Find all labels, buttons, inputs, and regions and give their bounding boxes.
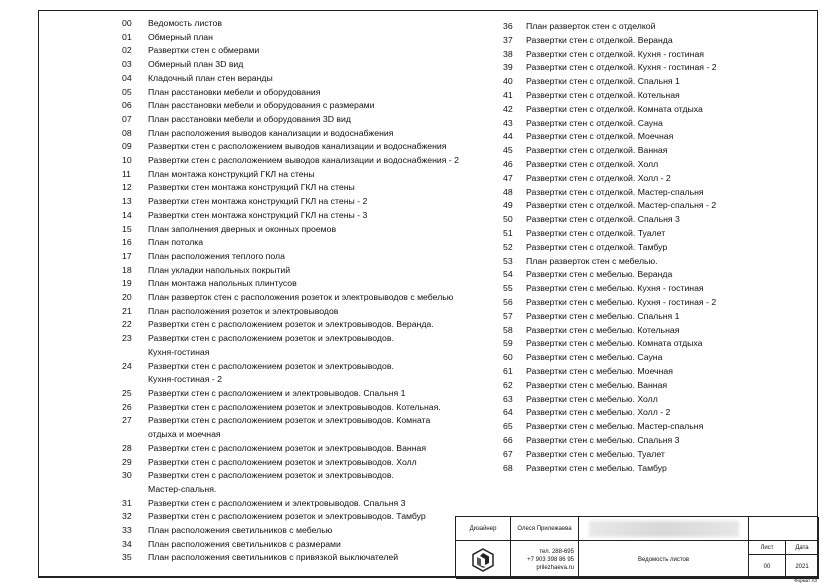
sheet-number: 55 [503, 283, 513, 294]
sheet-number: 40 [503, 76, 513, 87]
sheet-list-item [122, 154, 482, 168]
sheet-title: Развертки стен с расположением и электровыводов. Спальня 3 [148, 497, 406, 508]
sheet-title: Развертки стен с расположением розеток и электровыводов. Мастер-спальня. [148, 470, 394, 494]
sheet-title: План монтажа конструкций ГКЛ на стены [148, 168, 315, 179]
sheet-title: План расположения светильников с привязкой выключателей [148, 552, 399, 563]
sheet-title: Развертки стен с расположением розеток и электровыводов. Котельная. [148, 401, 441, 412]
sheet-number: 06 [122, 100, 132, 111]
sheet-title: Развертки стен с обмерами [148, 45, 260, 56]
sheet-title: План разверток стен с мебелью. [526, 255, 658, 266]
sheet-list-item [503, 117, 803, 131]
sheet-number: 39 [503, 62, 513, 73]
sheet-list-item [122, 360, 482, 387]
sheet-number: 59 [503, 338, 513, 349]
sheet-list-item [122, 209, 482, 223]
sheet-title: Обмерный план 3D вид [148, 59, 244, 70]
sheet-list-item [122, 223, 482, 237]
sheet-list-item [122, 58, 482, 72]
sheet-number: 54 [503, 269, 513, 280]
sheet-title: Развертки стен с мебелью. Спальня 1 [526, 310, 680, 321]
designer-name: Олеся Прилежаева [511, 517, 579, 541]
sheet-list-item [122, 401, 482, 415]
sheet-title: Развертки стен с отделкой. Туалет [526, 227, 666, 238]
sheet-title: Развертки стен с мебелью. Тамбур [526, 462, 667, 473]
sheet-number: 11 [122, 168, 132, 179]
sheet-number: 41 [503, 89, 513, 100]
sheet-list-item [503, 130, 803, 144]
sheet-title: Развертки стен с мебелью. Туалет [526, 448, 665, 459]
sheet-title: Развертки стен с расположением розеток и электровыводов. Веранда. [148, 319, 434, 330]
sheet-list-item [503, 103, 803, 117]
sheet-number: 02 [122, 45, 132, 56]
sheet-title: План разверток стен с отделкой [526, 21, 656, 31]
sheet-title: Развертки стен с отделкой. Кухня - гостиная - 2 [526, 62, 717, 73]
sheet-list-item [503, 255, 803, 269]
sheet-list-item [503, 462, 803, 476]
sheet-number: 43 [503, 117, 513, 128]
sheet-list-item [503, 20, 803, 34]
sheet-number: 58 [503, 324, 513, 335]
sheet-number: 64 [503, 407, 513, 418]
sheet-title: Развертки стен с расположением розеток и электровыводов. Тамбур [148, 511, 426, 522]
sheet-list-item [122, 113, 482, 127]
sheet-list-item [503, 186, 803, 200]
contacts: тел. 288-695 +7 903 398 86 95 prilezhaeva.ru [511, 541, 579, 579]
sheet-number: 16 [122, 237, 132, 248]
sheet-title: Развертки стен с расположением розеток и электровыводов. Кухня-гостиная [148, 333, 394, 357]
sheet-list-left [122, 17, 482, 565]
sheet-list-item [503, 434, 803, 448]
sheet-list-right [503, 20, 803, 475]
redacted-field [579, 517, 749, 541]
sheet-list-item [122, 168, 482, 182]
sheet-list-item [122, 277, 482, 291]
sheet-list-item [122, 72, 482, 86]
sheet-title: План расположения светильников с размерами [148, 538, 341, 549]
sheet-list-item [503, 365, 803, 379]
date-value: 2021 [786, 555, 819, 579]
sheet-list-item [122, 181, 482, 195]
sheet-title: Развертки стен с мебелью. Мастер-спальня [526, 421, 704, 432]
sheet-title: Развертки стен с мебелью. Кухня - гостиная [526, 283, 704, 294]
sheet-list-item [503, 75, 803, 89]
sheet-title: План разверток стен с расположения розеток и электровыводов с мебелью [148, 292, 454, 303]
sheet-list-item [503, 406, 803, 420]
sheet-number: 10 [122, 155, 132, 166]
sheet-title: Развертки стен монтажа конструкций ГКЛ на стены [148, 182, 355, 193]
sheet-title: Развертки стен с мебелью. Моечная [526, 365, 673, 376]
sheet-number: 60 [503, 352, 513, 363]
sheet-number: 57 [503, 310, 513, 321]
sheet-title: Развертки стен с мебелью. Ванная [526, 379, 668, 390]
sheet-number: 13 [122, 196, 132, 207]
sheet-number: 67 [503, 448, 513, 459]
sheet-number: 22 [122, 319, 132, 330]
sheet-number: 00 [749, 555, 786, 579]
sheet-number: 29 [122, 456, 132, 467]
sheet-number: 08 [122, 127, 132, 138]
sheet-list-item [122, 44, 482, 58]
sheet-list-item [122, 99, 482, 113]
sheet-title: Развертки стен с расположением и электровыводов. Спальня 1 [148, 387, 406, 398]
sheet-list-item [122, 305, 482, 319]
sheet-number: 05 [122, 86, 132, 97]
sheet-title: План расстановки мебели и оборудования [148, 86, 321, 97]
sheet-number: 00 [122, 18, 132, 28]
sheet-list-item [122, 538, 482, 552]
sheet-title: Кладочный план стен веранды [148, 72, 273, 83]
format-label: Формат А3 [794, 578, 817, 583]
sheet-title: Развертки стен монтажа конструкций ГКЛ на стены - 3 [148, 209, 368, 220]
sheet-list-item [503, 268, 803, 282]
sheet-title: План расположения светильников с мебелью [148, 525, 333, 536]
sheet-list-item [122, 140, 482, 154]
sheet-title: Развертки стен с отделкой. Комната отдыха [526, 103, 703, 114]
sheet-title: Развертки стен с отделкой. Тамбур [526, 241, 668, 252]
sheet-number: 04 [122, 72, 132, 83]
sheet-number: 51 [503, 227, 513, 238]
sheet-number: 38 [503, 48, 513, 59]
sheet-title: Развертки стен с мебелью. Холл - 2 [526, 407, 671, 418]
sheet-list-item [503, 172, 803, 186]
sheet-title: Развертки стен с отделкой. Холл [526, 158, 659, 169]
sheet-list-item [122, 264, 482, 278]
sheet-title: Обмерный план [148, 31, 213, 42]
sheet-number: 62 [503, 379, 513, 390]
sheet-number: 34 [122, 538, 132, 549]
sheet-title: Развертки стен с отделкой. Котельная [526, 89, 680, 100]
logo [456, 541, 511, 579]
sheet-title: План заполнения дверных и оконных проемов [148, 223, 337, 234]
sheet-title: Развертки стен с мебелью. Комната отдыха [526, 338, 703, 349]
empty-cell [749, 517, 819, 541]
sheet-list-item [122, 524, 482, 538]
sheet-number: 27 [122, 415, 132, 426]
sheet-number: 31 [122, 497, 132, 508]
sheet-title: Ведомость листов [579, 541, 749, 579]
sheet-list-item [122, 291, 482, 305]
sheet-list-item [503, 213, 803, 227]
sheet-title: Развертки стен с отделкой. Кухня - гостиная [526, 48, 704, 59]
sheet-number: 30 [122, 470, 132, 481]
sheet-title: План расположения теплого пола [148, 250, 285, 261]
sheet-list-item [122, 469, 482, 496]
sheet-list-item [122, 414, 482, 441]
sheet-number: 17 [122, 250, 132, 261]
sheet-number: 24 [122, 360, 132, 371]
sheet-number: 21 [122, 305, 132, 316]
sheet-title: Развертки стен с мебелью. Котельная [526, 324, 680, 335]
sheet-number: 46 [503, 158, 513, 169]
sheet-title: Развертки стен с отделкой. Ванная [526, 145, 668, 156]
sheet-number: 03 [122, 59, 132, 70]
sheet-title: Развертки стен с отделкой. Моечная [526, 131, 674, 142]
sheet-list-item [503, 324, 803, 338]
sheet-list-item [122, 318, 482, 332]
sheet-list-item [122, 442, 482, 456]
sheet-list-item [503, 379, 803, 393]
sheet-number: 66 [503, 434, 513, 445]
sheet-number: 20 [122, 292, 132, 303]
sheet-title: План монтажа напольных плинтусов [148, 278, 297, 289]
sheet-number: 07 [122, 113, 132, 124]
sheet-number: 35 [122, 552, 132, 563]
sheet-title: План расположения выводов канализации и водоснабжения [148, 127, 394, 138]
sheet-number: 50 [503, 214, 513, 225]
sheet-number: 19 [122, 278, 132, 289]
sheet-title: Развертки стен с отделкой. Холл - 2 [526, 172, 671, 183]
sheet-list-item [122, 497, 482, 511]
sheet-number: 63 [503, 393, 513, 404]
sheet-title: План расположения розеток и электровыводов [148, 305, 339, 316]
sheet-list-item [503, 199, 803, 213]
sheet-title: Развертки стен с мебелью. Сауна [526, 352, 663, 363]
sheet-title: Развертки стен с расположением розеток и электровыводов. Холл [148, 456, 417, 467]
sheet-title: Развертки стен с мебелью. Холл [526, 393, 658, 404]
sheet-list-item [503, 48, 803, 62]
sheet-list-item [503, 227, 803, 241]
sheet-list-item [122, 127, 482, 141]
sheet-number: 33 [122, 525, 132, 536]
sheet-list-item [503, 310, 803, 324]
sheet-number: 18 [122, 264, 132, 275]
sheet-title: Развертки стен с мебелью. Спальня 3 [526, 434, 680, 445]
sheet-number: 12 [122, 182, 132, 193]
sheet-list-item [503, 393, 803, 407]
sheet-title: План потолка [148, 237, 204, 248]
sheet-number: 53 [503, 255, 513, 266]
sheet-label: Лист [749, 541, 786, 555]
sheet-title: Развертки стен с расположением розеток и электровыводов. Комната отдыха и моечная [148, 415, 431, 440]
hexagon-logo-icon [472, 548, 494, 572]
sheet-number: 32 [122, 511, 132, 522]
sheet-title: Развертки стен с расположением розеток и электровыводов. Ванная [148, 442, 427, 453]
sheet-number: 49 [503, 200, 513, 211]
sheet-number: 48 [503, 186, 513, 197]
sheet-title: Развертки стен с отделкой. Сауна [526, 117, 663, 128]
sheet-list-item [503, 241, 803, 255]
sheet-list-item [122, 195, 482, 209]
sheet-title: Развертки стен с мебелью. Кухня - гостиная - 2 [526, 296, 717, 307]
sheet-number: 25 [122, 387, 132, 398]
sheet-list-item [122, 551, 482, 565]
sheet-list-item [122, 31, 482, 45]
sheet-list-item [503, 158, 803, 172]
sheet-list-item [122, 236, 482, 250]
sheet-number: 28 [122, 442, 132, 453]
title-block [455, 516, 818, 578]
sheet-title: Развертки стен с расположением выводов канализации и водоснабжения - 2 [148, 155, 460, 166]
date-label: Дата [786, 541, 819, 555]
sheet-title: Развертки стен с расположением выводов канализации и водоснабжения [148, 141, 447, 152]
sheet-list-item [122, 510, 482, 524]
sheet-number: 68 [503, 462, 513, 473]
sheet-number: 65 [503, 421, 513, 432]
sheet-number: 45 [503, 145, 513, 156]
sheet-number: 47 [503, 172, 513, 183]
sheet-title: План укладки напольных покрытий [148, 264, 291, 275]
sheet-number: 56 [503, 296, 513, 307]
sheet-number: 44 [503, 131, 513, 142]
sheet-number: 36 [503, 21, 513, 31]
sheet-list-item [503, 144, 803, 158]
sheet-number: 01 [122, 31, 132, 42]
role-label: Дизайнер [456, 517, 511, 541]
sheet-number: 61 [503, 365, 513, 376]
sheet-list-item [503, 34, 803, 48]
sheet-number: 26 [122, 401, 132, 412]
sheet-number: 23 [122, 333, 132, 344]
sheet-list-item [122, 387, 482, 401]
sheet-list-item [503, 61, 803, 75]
sheet-list-item [503, 420, 803, 434]
sheet-list-item [122, 17, 482, 31]
sheet-title: Развертки стен с отделкой. Спальня 3 [526, 214, 680, 225]
sheet-number: 09 [122, 141, 132, 152]
sheet-list-item [503, 282, 803, 296]
sheet-title: Развертки стен с мебелью. Веранда [526, 269, 673, 280]
sheet-list-item [503, 296, 803, 310]
sheet-list-item [503, 351, 803, 365]
sheet-list-item [503, 89, 803, 103]
sheet-title: Развертки стен с отделкой. Веранда [526, 34, 673, 45]
sheet-list-item [503, 337, 803, 351]
sheet-title: Развертки стен с расположением розеток и электровыводов. Кухня-гостиная - 2 [148, 360, 394, 385]
sheet-list-item [122, 332, 482, 359]
sheet-list-item [122, 250, 482, 264]
sheet-title: План расстановки мебели и оборудования 3D вид [148, 113, 351, 124]
sheet-number: 52 [503, 241, 513, 252]
sheet-number: 37 [503, 34, 513, 45]
sheet-number: 42 [503, 103, 513, 114]
sheet-title: Развертки стен с отделкой. Мастер-спальня [526, 186, 704, 197]
sheet-title: Развертки стен монтажа конструкций ГКЛ на стены - 2 [148, 196, 368, 207]
sheet-title: План расстановки мебели и оборудования с размерами [148, 100, 375, 111]
sheet-list-item [122, 456, 482, 470]
sheet-number: 14 [122, 209, 132, 220]
sheet-title: Развертки стен с отделкой. Мастер-спальня - 2 [526, 200, 717, 211]
sheet-number: 15 [122, 223, 132, 234]
sheet-list-item [122, 86, 482, 100]
sheet-list-item [503, 448, 803, 462]
sheet-title: Развертки стен с отделкой. Спальня 1 [526, 76, 680, 87]
sheet-title: Ведомость листов [148, 18, 222, 28]
